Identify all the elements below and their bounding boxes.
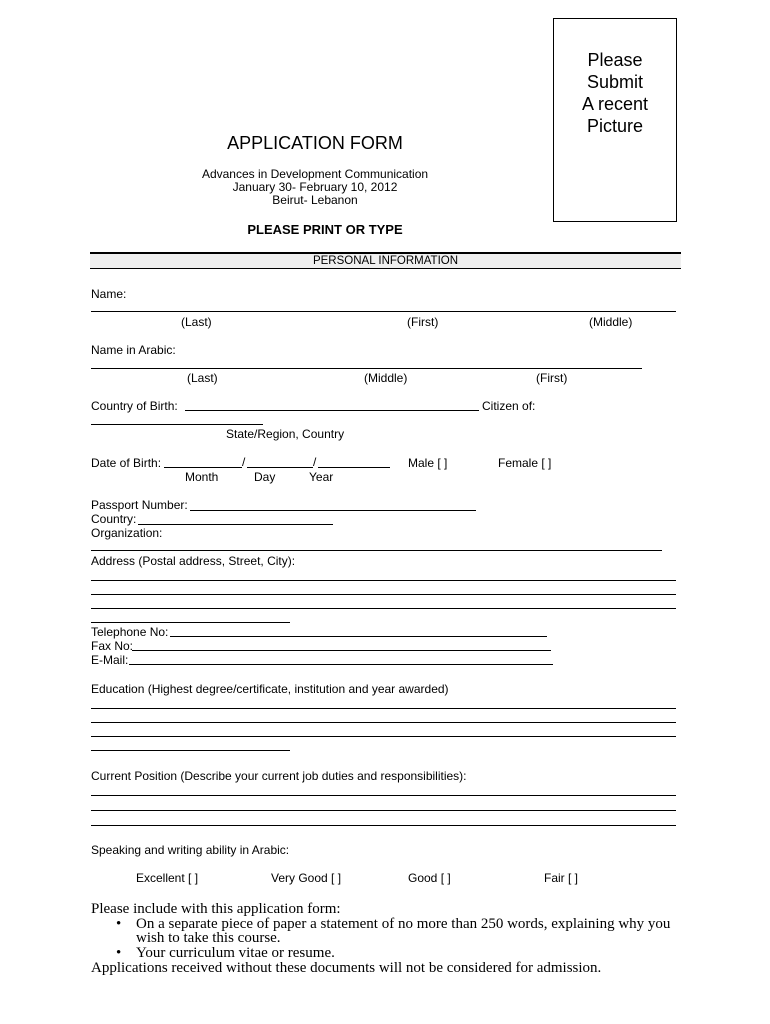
male-checkbox[interactable]: Male [ ] bbox=[408, 456, 448, 470]
excellent-checkbox[interactable]: Excellent [ ] bbox=[136, 871, 199, 885]
organization-label: Organization: bbox=[91, 526, 163, 540]
day-caption: Day bbox=[254, 470, 276, 484]
name-field[interactable] bbox=[91, 311, 676, 312]
arabic-name-label: Name in Arabic: bbox=[91, 343, 176, 357]
fax-field[interactable] bbox=[132, 650, 551, 651]
current-position-label: Current Position (Describe your current job duties and responsibilities): bbox=[91, 769, 467, 783]
name-last-caption: (Last) bbox=[181, 315, 212, 329]
course-dates: January 30- February 10, 2012 bbox=[232, 180, 398, 194]
address-line-2[interactable] bbox=[91, 594, 676, 595]
arabic-ability-label: Speaking and writing ability in Arabic: bbox=[91, 843, 290, 857]
country-label: Country: bbox=[91, 512, 137, 526]
course-location: Beirut- Lebanon bbox=[272, 193, 358, 207]
requirement-statement-cont: wish to take this course. bbox=[136, 930, 281, 946]
requirement-cv: Your curriculum vitae or resume. bbox=[136, 945, 335, 961]
dob-month-field[interactable] bbox=[164, 467, 242, 468]
address-line-4[interactable] bbox=[91, 622, 290, 623]
education-line-2[interactable] bbox=[91, 722, 676, 723]
education-line-4[interactable] bbox=[91, 750, 290, 751]
passport-field[interactable] bbox=[190, 510, 476, 511]
organization-field[interactable] bbox=[91, 550, 662, 551]
dob-year-field[interactable] bbox=[318, 467, 390, 468]
section-title: PERSONAL INFORMATION bbox=[312, 255, 459, 267]
email-label: E-Mail: bbox=[91, 653, 129, 667]
position-line-1[interactable] bbox=[91, 795, 676, 796]
name-first-caption: (First) bbox=[407, 315, 439, 329]
requirement-statement: On a separate piece of paper a statement of no more than 250 words, explaining why you bbox=[136, 916, 671, 932]
bullet-icon-1: • bbox=[116, 916, 122, 932]
admission-warning: Applications received without these documents will not be considered for admission. bbox=[91, 960, 602, 976]
telephone-field[interactable] bbox=[170, 636, 547, 637]
country-of-birth-field[interactable] bbox=[185, 410, 479, 411]
state-region-caption: State/Region, Country bbox=[226, 427, 345, 441]
fax-label: Fax No: bbox=[91, 639, 134, 653]
form-title: APPLICATION FORM bbox=[227, 133, 403, 153]
passport-label: Passport Number: bbox=[91, 498, 188, 512]
photo-line-1: Please bbox=[587, 50, 643, 70]
country-of-birth-label: Country of Birth: bbox=[91, 399, 178, 413]
education-line-1[interactable] bbox=[91, 708, 676, 709]
dob-separator-2: / bbox=[313, 455, 317, 469]
address-label: Address (Postal address, Street, City): bbox=[91, 554, 296, 568]
very-good-checkbox[interactable]: Very Good [ ] bbox=[271, 871, 342, 885]
photo-line-3: A recent bbox=[581, 94, 649, 114]
citizen-of-field[interactable] bbox=[91, 424, 263, 425]
arabic-middle-caption: (Middle) bbox=[364, 371, 408, 385]
email-field[interactable] bbox=[129, 664, 553, 665]
name-label: Name: bbox=[91, 287, 127, 301]
arabic-first-caption: (First) bbox=[536, 371, 568, 385]
address-line-1[interactable] bbox=[91, 580, 676, 581]
arabic-name-field[interactable] bbox=[91, 368, 642, 369]
dob-day-field[interactable] bbox=[247, 467, 313, 468]
bullet-icon-2: • bbox=[116, 945, 122, 961]
name-middle-caption: (Middle) bbox=[589, 315, 633, 329]
dob-separator-1: / bbox=[242, 455, 246, 469]
photo-line-2: Submit bbox=[586, 72, 644, 92]
date-of-birth-label: Date of Birth: bbox=[91, 456, 162, 470]
education-line-3[interactable] bbox=[91, 736, 676, 737]
citizen-of-label: Citizen of: bbox=[482, 399, 536, 413]
address-line-3[interactable] bbox=[91, 608, 676, 609]
fair-checkbox[interactable]: Fair [ ] bbox=[544, 871, 579, 885]
month-caption: Month bbox=[185, 470, 219, 484]
course-name: Advances in Development Communication bbox=[201, 167, 429, 181]
include-instruction: Please include with this application form: bbox=[91, 901, 341, 917]
telephone-label: Telephone No: bbox=[91, 625, 169, 639]
position-line-3[interactable] bbox=[91, 825, 676, 826]
section-header bbox=[90, 252, 681, 269]
country-field[interactable] bbox=[138, 524, 333, 525]
female-checkbox[interactable]: Female [ ] bbox=[498, 456, 552, 470]
print-instruction: PLEASE PRINT OR TYPE bbox=[247, 222, 403, 237]
year-caption: Year bbox=[309, 470, 334, 484]
photo-placeholder-text bbox=[554, 49, 676, 137]
arabic-last-caption: (Last) bbox=[187, 371, 218, 385]
good-checkbox[interactable]: Good [ ] bbox=[408, 871, 451, 885]
position-line-2[interactable] bbox=[91, 810, 676, 811]
education-label: Education (Highest degree/certificate, institution and year awarded) bbox=[91, 682, 449, 696]
photo-line-4: Picture bbox=[586, 116, 644, 136]
